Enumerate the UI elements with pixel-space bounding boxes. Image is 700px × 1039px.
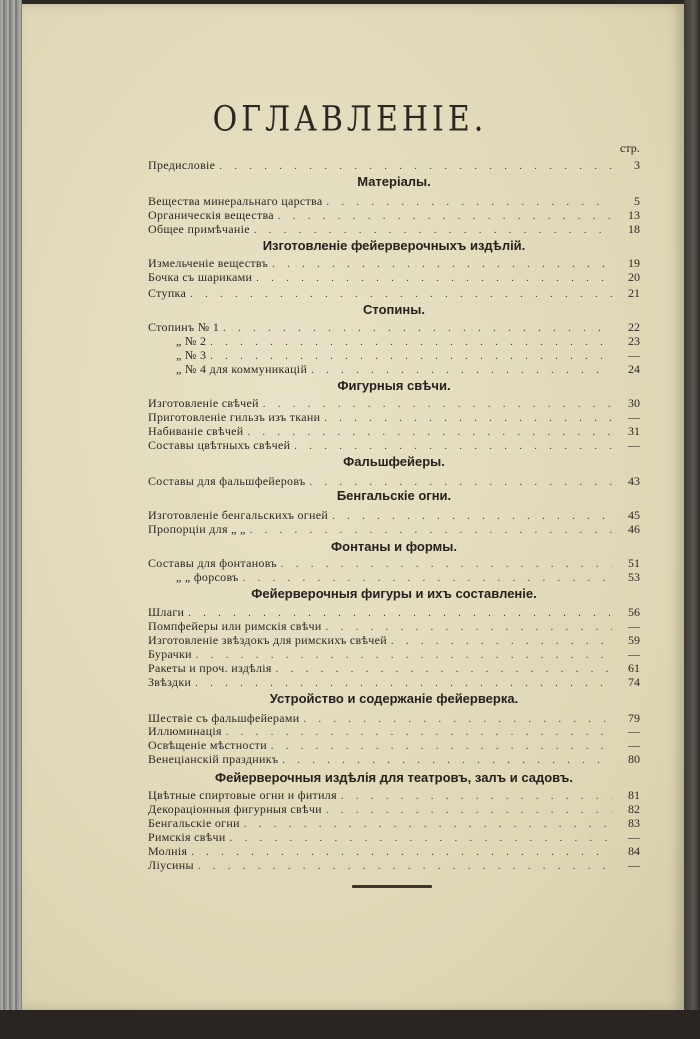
toc-entry — [148, 633, 640, 647]
dot-leader — [196, 650, 612, 661]
toc-entry-page-number: 3 — [634, 158, 640, 172]
toc-entry-label: Составы цвѣтныхъ свѣчей — [148, 438, 291, 452]
dot-leader — [188, 608, 612, 619]
toc-section-heading: Фейерверочныя фигуры и ихъ составленіе. — [251, 586, 537, 601]
toc-entry-page-number: 20 — [628, 270, 640, 284]
toc-section-heading: Стопины. — [363, 302, 425, 317]
toc-entry-label: Цвѣтные спиртовые огни и фитиля — [148, 788, 337, 802]
toc-entry — [148, 474, 640, 488]
toc-entry-page-number: — — [628, 830, 640, 844]
toc-entry-label: Органическія вещества — [148, 208, 274, 222]
toc-entry-label: Бочка съ шариками — [148, 270, 253, 284]
toc-entry-page-number: 31 — [628, 424, 640, 438]
toc-entry-label: Общее примѣчаніе — [148, 222, 250, 236]
toc-entry-page-number: 5 — [634, 194, 640, 208]
toc-entry-label: Освѣщеніе мѣстности — [148, 738, 267, 752]
toc-section-heading: Бенгальскіе огни. — [336, 488, 452, 503]
toc-entry-page-number: — — [628, 724, 640, 738]
toc-entry-label: Звѣздки — [148, 675, 192, 689]
toc-entry-page-number: 56 — [628, 605, 640, 619]
dot-leader — [226, 727, 612, 738]
toc-entry-label: „ № 2 — [176, 334, 207, 348]
toc-entry — [148, 410, 640, 424]
toc-entry-page-number: 18 — [628, 222, 640, 236]
toc-entry-label: Шлаги — [148, 605, 185, 619]
toc-entry — [148, 286, 640, 300]
toc-entry — [148, 675, 640, 689]
dot-leader — [282, 755, 612, 766]
toc-entry — [148, 752, 640, 766]
toc-section-heading: Фальшфейеры. — [343, 454, 445, 469]
dot-leader — [326, 622, 612, 633]
end-divider — [352, 885, 432, 888]
dot-leader — [244, 819, 612, 830]
toc-entry-label: Молнія — [148, 844, 188, 858]
toc-entry — [148, 570, 640, 584]
dot-leader — [272, 259, 612, 270]
toc-entry-label: Лiусины — [148, 858, 194, 872]
dot-leader — [243, 573, 612, 584]
toc-entry — [148, 844, 640, 858]
toc-entry-label: Шествіе съ фальшфейерами — [148, 711, 300, 725]
toc-section-heading: Фигурныя свѣчи. — [337, 378, 451, 393]
toc-entry-label: Стопинъ № 1 — [148, 320, 220, 334]
toc-entry-page-number: — — [628, 738, 640, 752]
toc-section-heading: Устройство и содержаніе фейерверка. — [269, 691, 519, 706]
toc-entry — [148, 858, 640, 872]
toc-entry — [148, 348, 640, 362]
toc-entry — [148, 605, 640, 619]
dot-leader — [191, 847, 612, 858]
dot-leader — [294, 441, 612, 452]
toc-entry-label: Предисловіе — [148, 158, 216, 172]
toc-entry — [148, 619, 640, 633]
dot-leader — [391, 636, 612, 647]
toc-entry — [148, 222, 640, 236]
dot-leader — [263, 399, 612, 410]
dot-leader — [271, 741, 612, 752]
toc-entry-label: Ступка — [148, 286, 187, 300]
toc-entry-label: Иллюминація — [148, 724, 222, 738]
toc-entry — [148, 424, 640, 438]
toc-entry — [148, 556, 640, 570]
toc-entry-label: Изготовленіе бенгальскихъ огней — [148, 508, 329, 522]
dot-leader — [256, 273, 612, 284]
toc-entry-page-number: 79 — [628, 711, 640, 725]
toc-entry-page-number: 74 — [628, 675, 640, 689]
toc-entry — [148, 362, 640, 376]
toc-entry — [148, 661, 640, 675]
page-title: ОГЛАВЛЕНІЕ. — [212, 99, 488, 140]
dot-leader — [198, 861, 612, 872]
page-column-label: стр. — [620, 141, 640, 155]
dot-leader — [190, 289, 612, 300]
toc-section-heading: Фейерверочныя издѣлія для театровъ, залъ и садовъ. — [215, 770, 573, 785]
toc-entry-page-number: 23 — [628, 334, 640, 348]
toc-entry-label: Изготовленіе звѣздокъ для римскихъ свѣчей — [148, 633, 387, 647]
toc-entry — [148, 158, 640, 172]
dot-leader — [278, 211, 612, 222]
toc-entry-label: Приготовленіе гильзъ изъ ткани — [148, 410, 321, 424]
toc-entry — [148, 396, 640, 410]
toc-section-heading: Изготовленіе фейерверочныхъ издѣлій. — [262, 238, 526, 253]
toc-entry — [148, 270, 640, 284]
toc-entry — [148, 788, 640, 802]
dot-leader — [223, 323, 612, 334]
toc-entry-label: Бурачки — [148, 647, 192, 661]
toc-entry-page-number: 13 — [628, 208, 640, 222]
toc-entry — [148, 724, 640, 738]
dot-leader — [248, 427, 612, 438]
toc-entry-page-number: — — [628, 348, 640, 362]
toc-entry-page-number: 59 — [628, 633, 640, 647]
toc-entry-label: Составы для фальшфейеровъ — [148, 474, 306, 488]
toc-entry — [148, 816, 640, 830]
toc-entry-page-number: 80 — [628, 752, 640, 766]
dot-leader — [210, 351, 612, 362]
toc-entry-page-number: 19 — [628, 256, 640, 270]
toc-entry-page-number: 84 — [628, 844, 640, 858]
toc-entry-page-number: 45 — [628, 508, 640, 522]
dot-leader — [250, 525, 612, 536]
toc-entry — [148, 522, 640, 536]
toc-entry — [148, 802, 640, 816]
toc-entry — [148, 508, 640, 522]
dot-leader — [281, 559, 612, 570]
dot-leader — [341, 791, 612, 802]
dot-leader — [324, 413, 612, 424]
toc-entry-page-number: — — [628, 619, 640, 633]
toc-section-heading: Фонтаны и формы. — [331, 539, 457, 554]
toc-entry-label: Ракеты и проч. издѣлія — [148, 661, 272, 675]
toc-entry — [148, 320, 640, 334]
toc-entry-label: Декораціонныя фигурныя свѣчи — [148, 802, 322, 816]
toc-entry-page-number: 82 — [628, 802, 640, 816]
toc-entry-page-number: 22 — [628, 320, 640, 334]
dot-leader — [311, 365, 612, 376]
toc-entry-label: „ № 4 для коммуникацій — [176, 362, 308, 376]
toc-entry-page-number: 81 — [628, 788, 640, 802]
toc-entry-page-number: 61 — [628, 661, 640, 675]
toc-entry-page-number: — — [628, 410, 640, 424]
dot-leader — [332, 511, 612, 522]
toc-entry — [148, 208, 640, 222]
toc-entry-label: Бенгальскіе огни — [148, 816, 240, 830]
toc-entry-label: Измельченіе веществъ — [148, 256, 269, 270]
toc-entry — [148, 647, 640, 661]
dot-leader — [254, 225, 612, 236]
toc-entry — [148, 334, 640, 348]
toc-entry-page-number: 51 — [628, 556, 640, 570]
toc-entry-page-number: — — [628, 647, 640, 661]
toc-entry-page-number: 43 — [628, 474, 640, 488]
toc-entry — [148, 194, 640, 208]
toc-section-heading: Матеріалы. — [357, 174, 431, 189]
table-surface — [0, 1010, 700, 1039]
toc-entry-page-number: 21 — [628, 286, 640, 300]
toc-entry-page-number: 30 — [628, 396, 640, 410]
toc-entry-label: Набиваніе свѣчей — [148, 424, 244, 438]
toc-entry-label: Римскія свѣчи — [148, 830, 226, 844]
dot-leader — [230, 833, 612, 844]
dot-leader — [276, 664, 612, 675]
toc-entry-page-number: 83 — [628, 816, 640, 830]
toc-entry — [148, 438, 640, 452]
toc-entry — [148, 830, 640, 844]
toc-entry-label: Венеціанскій праздникъ — [148, 752, 279, 766]
toc-entry-page-number: — — [628, 858, 640, 872]
toc-entry-page-number: 53 — [628, 570, 640, 584]
dot-leader — [210, 337, 612, 348]
dot-leader — [219, 161, 612, 172]
dot-leader — [326, 805, 612, 816]
toc-entry-label: Составы для фонтановъ — [148, 556, 277, 570]
toc-entry-page-number: — — [628, 438, 640, 452]
toc-entry-page-number: 46 — [628, 522, 640, 536]
toc-entry-label: „ „ форсовъ — [176, 570, 239, 584]
dot-leader — [310, 477, 612, 488]
toc-entry-label: „ № 3 — [176, 348, 207, 362]
toc-entry — [148, 711, 640, 725]
toc-entry-label: Вещества минеральнаго царства — [148, 194, 323, 208]
dot-leader — [326, 197, 612, 208]
dot-leader — [195, 678, 612, 689]
toc-entry-label: Пропорціи для „ „ — [148, 522, 246, 536]
toc-entry — [148, 256, 640, 270]
toc-entry-label: Изготовленіе свѣчей — [148, 396, 259, 410]
toc-entry — [148, 738, 640, 752]
toc-entry-page-number: 24 — [628, 362, 640, 376]
toc-entry-label: Помпфейеры или римскія свѣчи — [148, 619, 322, 633]
